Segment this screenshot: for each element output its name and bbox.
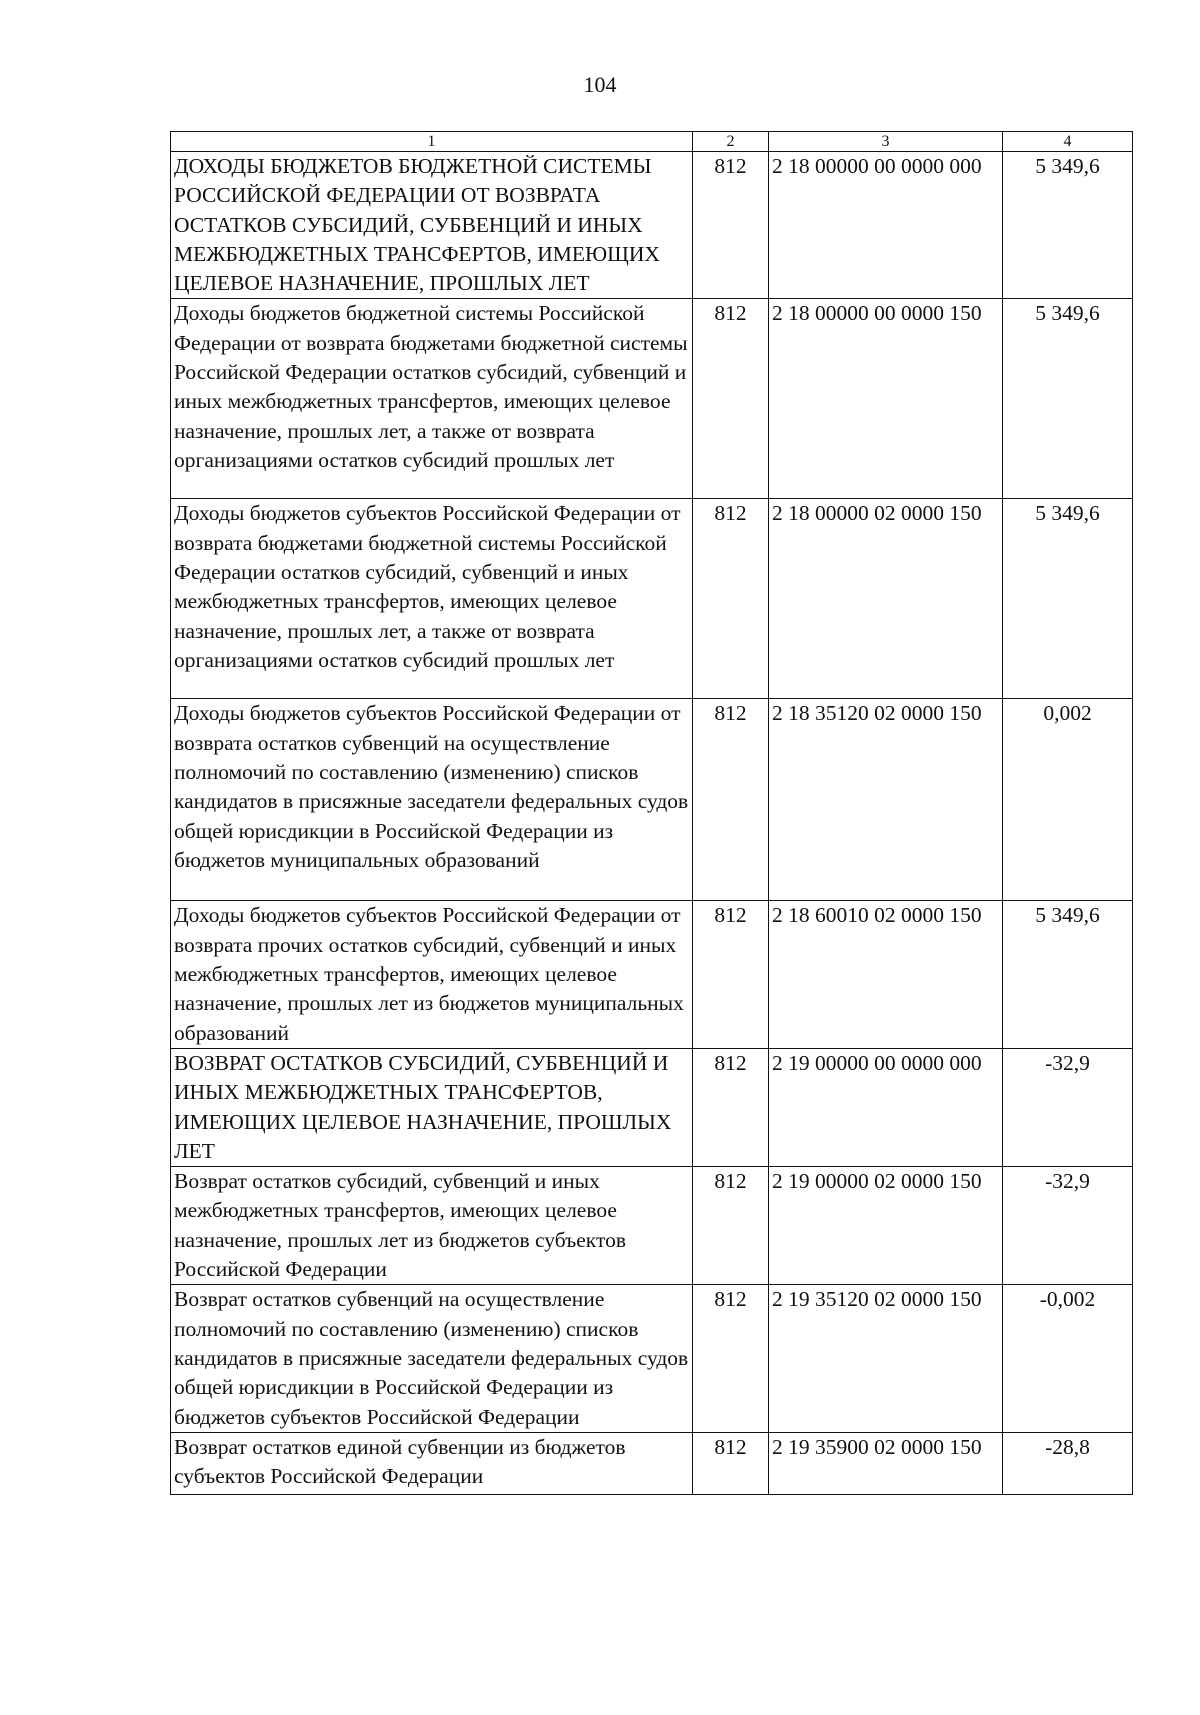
table-row (171, 699, 1133, 901)
row-budget-code: 2 19 00000 00 0000 000 (769, 1048, 1003, 1166)
row-admin-code: 812 (693, 1432, 769, 1494)
table-row (171, 299, 1133, 499)
row-budget-code: 2 19 00000 02 0000 150 (769, 1167, 1003, 1285)
row-amount: 5 349,6 (1003, 152, 1133, 299)
row-admin-code: 812 (693, 699, 769, 901)
row-name: ДОХОДЫ БЮДЖЕТОВ БЮДЖЕТНОЙ СИСТЕМЫ РОССИЙСКОЙ ФЕДЕРАЦИИ ОТ ВОЗВРАТА ОСТАТКОВ СУБСИДИЙ, СУБВЕНЦИЙ И ИНЫХ МЕЖБЮДЖЕТНЫХ ТРАНСФЕРТОВ, ИМЕЮЩИХ ЦЕЛЕВОЕ НАЗНАЧЕНИЕ, ПРОШЛЫХ ЛЕТ (171, 152, 693, 299)
table-row (171, 1167, 1133, 1285)
column-header-3: 3 (769, 132, 1003, 152)
row-name: Доходы бюджетов субъектов Российской Федерации от возврата прочих остатков субсидий, субвенций и иных межбюджетных трансфертов, имеющих целевое назначение, прошлых лет из бюджетов муниципальных образований (171, 901, 693, 1048)
row-name: ВОЗВРАТ ОСТАТКОВ СУБСИДИЙ, СУБВЕНЦИЙ И ИНЫХ МЕЖБЮДЖЕТНЫХ ТРАНСФЕРТОВ, ИМЕЮЩИХ ЦЕЛЕВОЕ НАЗНАЧЕНИЕ, ПРОШЛЫХ ЛЕТ (171, 1048, 693, 1166)
row-amount: -32,9 (1003, 1048, 1133, 1166)
table-row (171, 499, 1133, 699)
row-name: Возврат остатков единой субвенции из бюджетов субъектов Российской Федерации (171, 1432, 693, 1494)
row-amount: 5 349,6 (1003, 901, 1133, 1048)
column-header-1: 1 (171, 132, 693, 152)
table-row (171, 152, 1133, 299)
row-amount: -32,9 (1003, 1167, 1133, 1285)
budget-table (170, 131, 1133, 1495)
row-budget-code: 2 18 35120 02 0000 150 (769, 699, 1003, 901)
row-name: Доходы бюджетов субъектов Российской Федерации от возврата остатков субвенций на осуществление полномочий по составлению (изменению) списков кандидатов в присяжные заседатели федеральных судов общей юрисдикции в Российской Федерации из бюджетов муниципальных образований (171, 699, 693, 901)
row-name: Доходы бюджетов субъектов Российской Федерации от возврата бюджетами бюджетной системы Российской Федерации остатков субсидий, субвенций и иных межбюджетных трансфертов, имеющих целевое назначение, прошлых лет, а также от возврата организациями остатков субсидий прошлых лет (171, 499, 693, 699)
table-row (171, 1048, 1133, 1166)
row-budget-code: 2 19 35120 02 0000 150 (769, 1285, 1003, 1432)
table-row (171, 1432, 1133, 1494)
row-admin-code: 812 (693, 499, 769, 699)
row-budget-code: 2 19 35900 02 0000 150 (769, 1432, 1003, 1494)
row-amount: 0,002 (1003, 699, 1133, 901)
row-amount: -28,8 (1003, 1432, 1133, 1494)
row-admin-code: 812 (693, 1285, 769, 1432)
column-header-2: 2 (693, 132, 769, 152)
row-amount: -0,002 (1003, 1285, 1133, 1432)
row-budget-code: 2 18 00000 00 0000 150 (769, 299, 1003, 499)
row-budget-code: 2 18 00000 02 0000 150 (769, 499, 1003, 699)
row-admin-code: 812 (693, 299, 769, 499)
table-header-row (171, 132, 1133, 152)
row-amount: 5 349,6 (1003, 299, 1133, 499)
page-number: 104 (583, 72, 617, 97)
table-row (171, 901, 1133, 1048)
table-row (171, 1285, 1133, 1432)
row-admin-code: 812 (693, 1167, 769, 1285)
row-name: Возврат остатков субвенций на осуществление полномочий по составлению (изменению) списков кандидатов в присяжные заседатели федеральных судов общей юрисдикции в Российской Федерации из бюджетов субъектов Российской Федерации (171, 1285, 693, 1432)
row-name: Доходы бюджетов бюджетной системы Российской Федерации от возврата бюджетами бюджетной системы Российской Федерации остатков субсидий, субвенций и иных межбюджетных трансфертов, имеющих целевое назначение, прошлых лет, а также от возврата организациями остатков субсидий прошлых лет (171, 299, 693, 499)
column-header-4: 4 (1003, 132, 1133, 152)
row-name: Возврат остатков субсидий, субвенций и иных межбюджетных трансфертов, имеющих целевое назначение, прошлых лет из бюджетов субъектов Российской Федерации (171, 1167, 693, 1285)
row-budget-code: 2 18 00000 00 0000 000 (769, 152, 1003, 299)
row-amount: 5 349,6 (1003, 499, 1133, 699)
row-admin-code: 812 (693, 1048, 769, 1166)
row-admin-code: 812 (693, 901, 769, 1048)
row-admin-code: 812 (693, 152, 769, 299)
row-budget-code: 2 18 60010 02 0000 150 (769, 901, 1003, 1048)
